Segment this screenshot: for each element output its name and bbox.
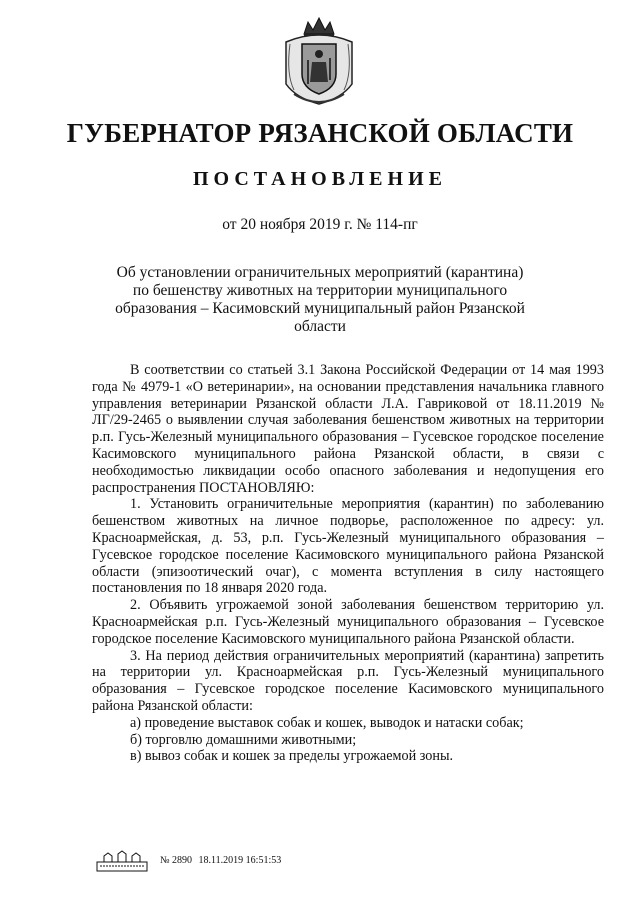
registration-number: № 2890 <box>160 855 193 866</box>
registration-timestamp: 18.11.2019 16:51:53 <box>198 855 282 866</box>
body-subitem-b: б) торговлю домашними животными; <box>130 731 357 748</box>
body-paragraph-preamble: В соответствии со статьей 3.1 Закона Российской Федерации от 14 мая 1993 года № 4979-1 «О ветеринарии», на основании представления начальника главного управления ветеринарии Рязанской области Л.А. Гавриковой от 18.11.2019 № ЛГ/29-2465 о выявлении случая заболевания бешенством животных на территории р.п. Гусь-Железный муниципального образования – Гусевское городское поселение Касимовского муниципального района Рязанской области, в связи с необходимостью ликвидации особо опасного заболевания и недопущения его распространения ПОСТАНОВЛЯЮ: <box>92 362 604 496</box>
body-paragraph-item-3: 3. На период действия ограничительных мероприятий (карантина) запретить на территории ул. Красноармейская р.п. Гусь-Железный муниципального образования – Гусевское городское поселение Касимовского муниципального района Рязанской области: <box>92 647 604 714</box>
coat-of-arms-icon <box>280 14 358 110</box>
subject-line: Об установлении ограничительных мероприятий (карантина) <box>116 264 524 281</box>
registration-footer <box>96 850 456 874</box>
authority-title: ГУБЕРНАТОР РЯЗАНСКОЙ ОБЛАСТИ <box>66 118 574 148</box>
subject-line: по бешенству животных на территории муниципального <box>132 282 508 299</box>
document-body <box>92 362 604 765</box>
date-number-line: от 20 ноября 2019 г. № 114-пг <box>222 216 418 233</box>
body-paragraph-item-2: 2. Объявить угрожаемой зоной заболевания бешенством территорию ул. Красноармейская р.п. Гусь-Железный муниципального образования – Гусевское городское поселение Касимовского муниципального района Рязанской области. <box>92 597 604 647</box>
body-subitem-c: в) вывоз собак и кошек за пределы угрожаемой зоны. <box>130 748 454 765</box>
document-subject <box>90 264 550 336</box>
kremlin-stamp-icon <box>96 850 148 872</box>
document-type: ПОСТАНОВЛЕНИЕ <box>193 168 447 190</box>
body-subitem-a: а) проведение выставок собак и кошек, выводок и натаски собак; <box>130 714 524 731</box>
subject-line: образования – Касимовский муниципальный район Рязанской области <box>115 300 525 335</box>
body-paragraph-item-1: 1. Установить ограничительные мероприятия (карантин) по заболеванию бешенством животных на личное подворье, расположенное по адресу: ул. Красноармейская, д. 53, р.п. Гусь-Железный муниципального образования – Гусевское городское поселение Касимовского муниципального района Рязанской области (эпизоотический очаг), с момента вступления в силу настоящего постановления по 18 января 2020 года. <box>92 496 604 597</box>
